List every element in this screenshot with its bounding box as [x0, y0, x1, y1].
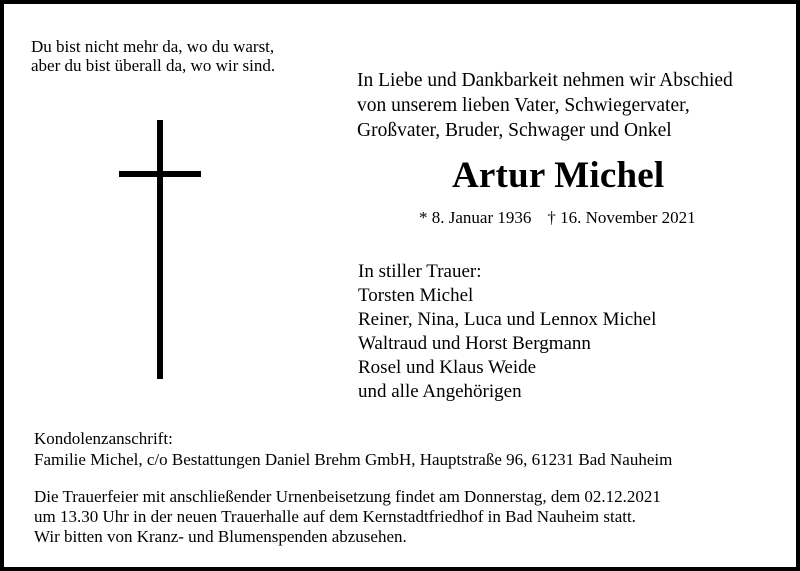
mourner-entry: Torsten Michel	[358, 285, 474, 306]
farewell-intro	[357, 71, 733, 146]
mourner-entry: Waltraud und Horst Bergmann	[358, 333, 591, 354]
intro-line-2: von unserem lieben Vater, Schwiegervater,	[357, 95, 690, 116]
ceremony-line-3: Wir bitten von Kranz- und Blumenspenden abzusehen.	[34, 527, 407, 546]
birth-date: * 8. Januar 1936	[419, 208, 532, 227]
mourner-entry: Rosel und Klaus Weide	[358, 357, 537, 378]
mourner-entry: und alle Angehörigen	[358, 381, 522, 402]
mourners-list	[358, 262, 656, 406]
quote-line-2: aber du bist überall da, wo wir sind.	[31, 56, 276, 75]
cross-horizontal-bar	[119, 171, 201, 177]
condolence-address: Familie Michel, c/o Bestattungen Daniel Brehm GmbH, Hauptstraße 96, 61231 Bad Nauheim	[34, 450, 673, 469]
condolence-address-block	[34, 430, 672, 472]
intro-line-3: Großvater, Bruder, Schwager und Onkel	[357, 120, 672, 141]
mourners-heading: In stiller Trauer:	[358, 261, 482, 282]
deceased-name: Artur Michel	[452, 155, 665, 196]
ceremony-line-1: Die Trauerfeier mit anschließender Urnenbeisetzung findet am Donnerstag, dem 02.12.2021	[34, 487, 661, 506]
life-dates	[419, 209, 696, 226]
mourner-entry: Reiner, Nina, Luca und Lennox Michel	[358, 309, 657, 330]
death-date: † 16. November 2021	[547, 208, 696, 227]
intro-line-1: In Liebe und Dankbarkeit nehmen wir Abschied	[357, 70, 733, 91]
condolence-label: Kondolenzanschrift:	[34, 429, 173, 448]
quote-line-1: Du bist nicht mehr da, wo du warst,	[31, 37, 275, 56]
memorial-quote	[31, 38, 275, 76]
ceremony-info	[34, 488, 661, 548]
cross-vertical-bar	[157, 120, 163, 379]
ceremony-line-2: um 13.30 Uhr in der neuen Trauerhalle auf dem Kernstadtfriedhof in Bad Nauheim statt.	[34, 507, 636, 526]
